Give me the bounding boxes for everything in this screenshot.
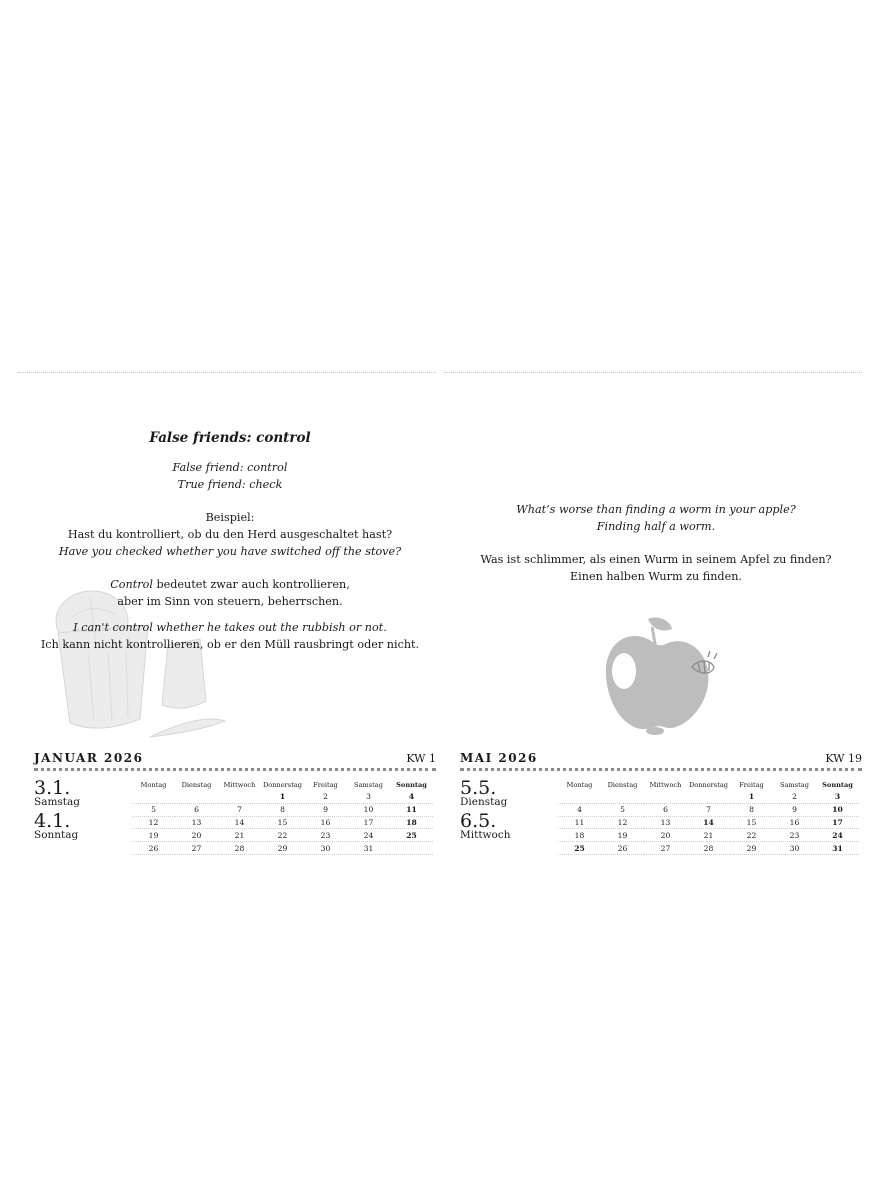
date-cell: 15 [261, 816, 304, 829]
explanation-line-2: aber im Sinn von steuern, beherrschen. [117, 595, 343, 608]
date-cell: 29 [730, 842, 773, 855]
date-cell: 21 [687, 829, 730, 842]
date-cell: 10 [816, 803, 859, 816]
date-cell: 23 [304, 829, 347, 842]
date-cell: 3 [347, 791, 390, 803]
date-cell: 31 [816, 842, 859, 855]
date-cell [644, 791, 687, 803]
weekday-header: Freitag [313, 781, 338, 789]
weekday-header: Sonntag [396, 781, 427, 789]
apple-worm-illustration [596, 613, 736, 738]
example-german: Hast du kontrolliert, ob du den Herd ausgeschaltet hast? [67, 528, 393, 541]
date-cell: 13 [644, 816, 687, 829]
date-cell: 16 [773, 816, 816, 829]
explanation-text: bedeutet zwar auch kontrollieren, [152, 578, 350, 591]
dotted-rule [34, 768, 436, 776]
date-cell [558, 791, 601, 803]
date-cell: 26 [132, 842, 175, 855]
date-cell: 21 [218, 829, 261, 842]
day-name: Sonntag [34, 829, 79, 841]
date-cell: 22 [261, 829, 304, 842]
date-cell: 11 [558, 816, 601, 829]
false-friend-line: False friend: control [172, 461, 288, 474]
date-cell: 23 [773, 829, 816, 842]
date-cell: 2 [304, 791, 347, 803]
calendar-page-may [446, 373, 866, 893]
day-date: 6.5. [460, 810, 497, 832]
week-number: KW 19 [825, 752, 862, 765]
date-cell: 9 [773, 803, 816, 816]
date-cell: 1 [261, 791, 304, 803]
date-cell: 7 [687, 803, 730, 816]
joke-german-question: Was ist schlimmer, als einen Wurm in seinem Apfel zu finden? [480, 553, 832, 566]
date-cell: 30 [773, 842, 816, 855]
date-cell: 11 [390, 803, 433, 816]
date-cell [218, 791, 261, 803]
day-date: 3.1. [34, 777, 71, 799]
week-number: KW 1 [406, 752, 436, 765]
day-name: Dienstag [460, 796, 508, 808]
week-row [132, 791, 433, 803]
joke-english-answer: Finding half a worm. [596, 520, 716, 533]
explanation-line-1 [20, 576, 440, 593]
featured-day [34, 779, 144, 808]
date-cell: 20 [644, 829, 687, 842]
date-cell [601, 791, 644, 803]
date-cell: 1 [730, 791, 773, 803]
date-cell: 7 [218, 803, 261, 816]
calendar-block-january [34, 751, 436, 853]
weekday-header: Montag [140, 781, 167, 789]
weekday-header: Dienstag [181, 781, 212, 789]
date-cell: 28 [687, 842, 730, 855]
featured-days [34, 779, 144, 845]
weekday-header: Donnerstag [263, 781, 302, 789]
explanation-keyword: Control [110, 578, 153, 591]
weekday-header: Sonntag [822, 781, 853, 789]
date-cell: 18 [390, 816, 433, 829]
weekday-header: Mittwoch [649, 781, 682, 789]
date-cell: 19 [132, 829, 175, 842]
example2-english: I can't control whether he takes out the rubbish or not. [73, 621, 387, 634]
date-cell: 4 [390, 791, 433, 803]
joke-text [446, 501, 866, 585]
date-cell: 12 [601, 816, 644, 829]
date-cell: 17 [816, 816, 859, 829]
month-label: MAI 2026 [460, 751, 538, 765]
date-cell: 3 [816, 791, 859, 803]
joke-german-answer: Einen halben Wurm zu finden. [570, 570, 742, 583]
date-cell: 8 [261, 803, 304, 816]
month-grid [558, 779, 859, 855]
date-cell: 19 [601, 829, 644, 842]
day-name: Samstag [34, 796, 80, 808]
date-cell: 14 [218, 816, 261, 829]
week-row [558, 842, 859, 855]
day-date: 4.1. [34, 810, 71, 832]
date-cell: 14 [687, 816, 730, 829]
week-row [558, 791, 859, 803]
article-title: False friends: control [149, 430, 311, 446]
date-cell: 5 [132, 803, 175, 816]
date-cell: 22 [730, 829, 773, 842]
week-row [132, 803, 433, 816]
true-friend-line: True friend: check [177, 478, 283, 491]
day-date: 5.5. [460, 777, 497, 799]
date-cell: 30 [304, 842, 347, 855]
date-cell [132, 791, 175, 803]
date-cell: 18 [558, 829, 601, 842]
date-cell: 5 [601, 803, 644, 816]
example-label: Beispiel: [205, 511, 255, 524]
date-cell: 29 [261, 842, 304, 855]
date-cell: 8 [730, 803, 773, 816]
weekday-header: Dienstag [607, 781, 638, 789]
date-cell [175, 791, 218, 803]
featured-day [460, 812, 570, 841]
calendar-header [460, 751, 862, 767]
featured-days [460, 779, 570, 845]
featured-day [460, 779, 570, 808]
date-cell: 28 [218, 842, 261, 855]
calendar-block-may [460, 751, 862, 853]
date-cell: 27 [175, 842, 218, 855]
date-cell: 31 [347, 842, 390, 855]
week-row [132, 842, 433, 855]
date-cell: 25 [558, 842, 601, 855]
date-cell: 6 [175, 803, 218, 816]
date-cell: 27 [644, 842, 687, 855]
month-label: JANUAR 2026 [34, 751, 144, 765]
weekday-header: Donnerstag [689, 781, 728, 789]
week-row [558, 803, 859, 816]
date-cell: 26 [601, 842, 644, 855]
date-cell [687, 791, 730, 803]
weekday-header: Samstag [780, 781, 809, 789]
date-cell: 4 [558, 803, 601, 816]
date-cell: 10 [347, 803, 390, 816]
date-cell: 16 [304, 816, 347, 829]
date-cell: 24 [347, 829, 390, 842]
featured-day [34, 812, 144, 841]
date-cell: 17 [347, 816, 390, 829]
day-name: Mittwoch [460, 829, 511, 841]
weekday-header: Freitag [739, 781, 764, 789]
weekday-header: Samstag [354, 781, 383, 789]
calendar-page-january [20, 373, 440, 893]
weekday-header: Mittwoch [223, 781, 256, 789]
week-row [558, 816, 859, 829]
example-english: Have you checked whether you have switched off the stove? [58, 545, 402, 558]
week-row [132, 829, 433, 842]
weekday-header: Montag [566, 781, 593, 789]
date-cell: 6 [644, 803, 687, 816]
date-cell: 25 [390, 829, 433, 842]
false-friends-text [20, 430, 440, 653]
date-cell: 13 [175, 816, 218, 829]
joke-english-question: What’s worse than finding a worm in your apple? [516, 503, 796, 516]
date-cell: 12 [132, 816, 175, 829]
week-row [132, 816, 433, 829]
date-cell: 20 [175, 829, 218, 842]
date-cell: 2 [773, 791, 816, 803]
week-row [558, 829, 859, 842]
date-cell [390, 842, 433, 855]
example2-german: Ich kann nicht kontrollieren, ob er den Müll rausbringt oder nicht. [40, 638, 420, 651]
date-cell: 24 [816, 829, 859, 842]
date-cell: 9 [304, 803, 347, 816]
date-cell: 15 [730, 816, 773, 829]
month-grid [132, 779, 433, 855]
dotted-rule [460, 768, 862, 776]
calendar-header [34, 751, 436, 767]
